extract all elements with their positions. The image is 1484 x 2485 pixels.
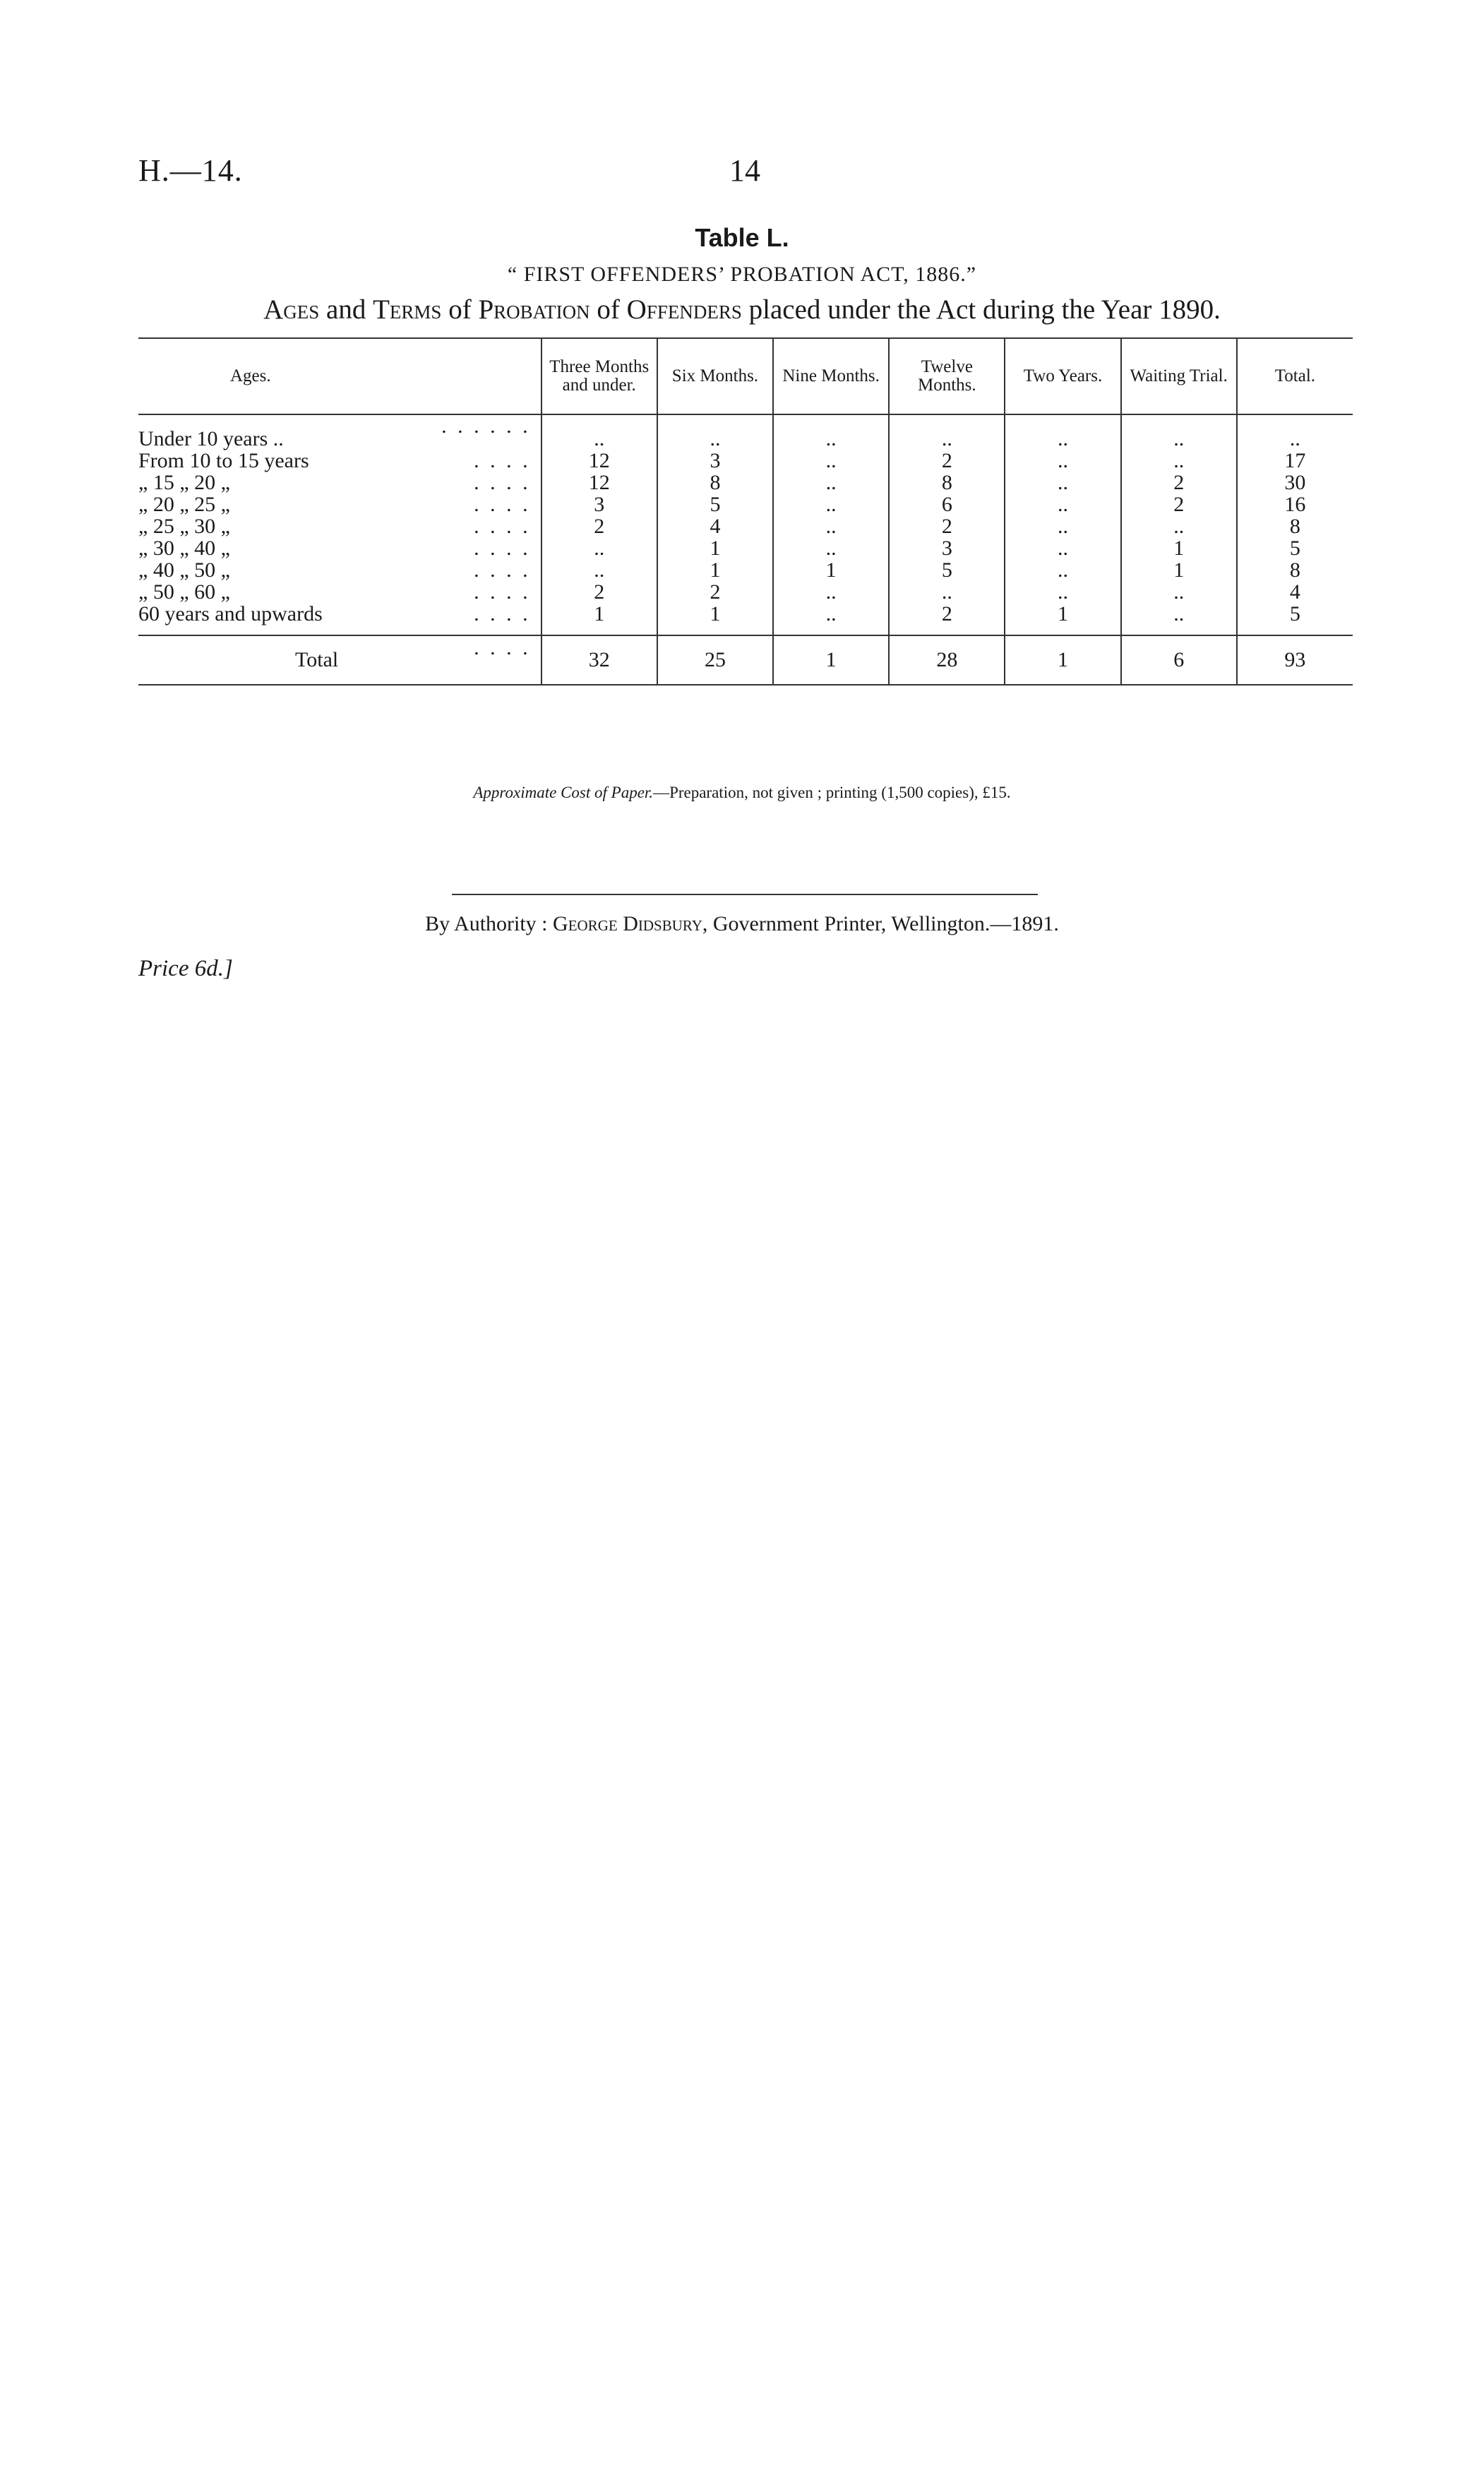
total-label: Total — [295, 648, 339, 671]
table-cell: 2 — [657, 581, 773, 603]
table-cell: .. — [1121, 603, 1237, 635]
age-group-cell — [138, 537, 541, 559]
total-cell: 93 — [1237, 635, 1353, 685]
table-cell: 2 — [541, 515, 657, 537]
table-row — [138, 603, 1353, 635]
age-group-label: „ 20 „ 25 „ — [138, 493, 230, 516]
table-cell: 1 — [1005, 603, 1120, 635]
table-cell: .. — [773, 472, 889, 493]
table-cell: 2 — [889, 450, 1005, 472]
table-cell: .. — [541, 537, 657, 559]
table-cell: .. — [773, 603, 889, 635]
table-cell: .. — [1005, 450, 1120, 472]
table-cell: 3 — [657, 450, 773, 472]
column-header: Waiting Trial. — [1121, 338, 1237, 414]
leader-dots: . . . . — [474, 602, 531, 625]
leader-dots: . . . . — [474, 580, 531, 604]
table-cell: 16 — [1237, 493, 1353, 515]
age-group-cell — [138, 493, 541, 515]
table-body — [138, 414, 1353, 635]
age-group-cell — [138, 414, 541, 450]
age-group-label: „ 30 „ 40 „ — [138, 537, 230, 560]
table-row — [138, 414, 1353, 450]
table-cell: 4 — [1237, 581, 1353, 603]
total-label-cell — [138, 635, 541, 685]
table-cell: 4 — [657, 515, 773, 537]
leader-dots: . . . . — [474, 493, 531, 516]
column-header: Two Years. — [1005, 338, 1120, 414]
total-cell: 32 — [541, 635, 657, 685]
table-row — [138, 472, 1353, 493]
table-row — [138, 450, 1353, 472]
column-header: Three Months and under. — [541, 338, 657, 414]
table-cell: 2 — [541, 581, 657, 603]
table-cell: 5 — [1237, 537, 1353, 559]
table-cell: .. — [773, 493, 889, 515]
table-cell: 3 — [889, 537, 1005, 559]
table-cell: 2 — [1121, 472, 1237, 493]
caption-terms: Terms — [373, 294, 442, 325]
leader-dots: . . . . — [474, 449, 531, 472]
table-row — [138, 493, 1353, 515]
age-group-label: Under 10 years .. — [138, 427, 284, 450]
age-group-label: „ 25 „ 30 „ — [138, 515, 230, 538]
table-cell: 2 — [1121, 493, 1237, 515]
cost-note-label: Approximate Cost of Paper. — [473, 784, 654, 801]
total-row — [138, 635, 1353, 685]
age-group-cell — [138, 515, 541, 537]
column-header: Twelve Months. — [889, 338, 1005, 414]
probation-table — [138, 337, 1353, 685]
header-row — [138, 338, 1353, 414]
leader-dots: . . . . . . — [441, 414, 531, 438]
table-cell: 12 — [541, 472, 657, 493]
leader-dots: . . . . — [474, 558, 531, 582]
total-cell: 1 — [773, 635, 889, 685]
caption-text-3: of — [590, 294, 627, 325]
column-header: Ages. — [230, 366, 271, 385]
table-cell: 1 — [657, 537, 773, 559]
table-title: Table L. — [695, 223, 789, 252]
table-cell: .. — [1005, 414, 1120, 450]
caption-text-1: and — [319, 294, 373, 325]
table-cell: .. — [773, 581, 889, 603]
table-cell: 8 — [1237, 559, 1353, 581]
table-cell: 5 — [889, 559, 1005, 581]
table-cell: .. — [1005, 515, 1120, 537]
table-cell: .. — [541, 414, 657, 450]
age-group-cell — [138, 581, 541, 603]
table-cell: .. — [1005, 493, 1120, 515]
table-cell: .. — [889, 581, 1005, 603]
table-cell: .. — [773, 537, 889, 559]
total-cell: 1 — [1005, 635, 1120, 685]
caption-text-4: placed under the Act during the Year 1890. — [741, 294, 1221, 325]
divider-rule — [452, 894, 1038, 895]
table-cell: .. — [773, 515, 889, 537]
table-cell: .. — [1005, 537, 1120, 559]
table-cell: 6 — [889, 493, 1005, 515]
table-cell: 1 — [1121, 537, 1237, 559]
table-cell: .. — [657, 414, 773, 450]
caption-probation: Probation — [478, 294, 590, 325]
age-group-label: „ 50 „ 60 „ — [138, 580, 230, 604]
leader-dots: . . . . — [474, 636, 531, 659]
table-cell: .. — [1005, 581, 1120, 603]
table-cell: 1 — [1121, 559, 1237, 581]
cost-note-text: —Preparation, not given ; printing (1,500 copies), £15. — [653, 784, 1011, 801]
total-cell: 6 — [1121, 635, 1237, 685]
caption-ages: Ages — [263, 294, 320, 325]
act-title: “ FIRST OFFENDERS’ PROBATION ACT, 1886.” — [507, 263, 977, 286]
table-cell: 17 — [1237, 450, 1353, 472]
page-number: 14 — [729, 153, 760, 188]
table-cell: 8 — [889, 472, 1005, 493]
table-footer — [138, 635, 1353, 685]
table-cell: 2 — [889, 515, 1005, 537]
column-header: Six Months. — [657, 338, 773, 414]
total-cell: 25 — [657, 635, 773, 685]
caption-text-2: of — [441, 294, 479, 325]
table-cell: 1 — [541, 603, 657, 635]
table-cell: .. — [1005, 559, 1120, 581]
age-group-cell — [138, 450, 541, 472]
printer-name: George Didsbury — [553, 912, 702, 935]
table-cell: .. — [1237, 414, 1353, 450]
table-cell: .. — [1121, 581, 1237, 603]
printer-authority — [0, 912, 1484, 936]
age-group-label: 60 years and upwards — [138, 602, 323, 625]
age-group-label: „ 40 „ 50 „ — [138, 558, 230, 582]
leader-dots: . . . . — [474, 515, 531, 538]
table-cell: 5 — [1237, 603, 1353, 635]
table-cell: 30 — [1237, 472, 1353, 493]
leader-dots: . . . . — [474, 537, 531, 560]
price: Price 6d.] — [138, 956, 233, 981]
table-cell: 3 — [541, 493, 657, 515]
column-header: Nine Months. — [773, 338, 889, 414]
caption-offenders: Offenders — [626, 294, 742, 325]
table-cell: .. — [773, 450, 889, 472]
table-cell: 8 — [1237, 515, 1353, 537]
age-group-label: „ 15 „ 20 „ — [138, 471, 230, 494]
table-header — [138, 338, 1353, 414]
table-caption — [0, 294, 1484, 325]
table-row — [138, 581, 1353, 603]
table-cell: .. — [889, 414, 1005, 450]
leader-dots: . . . . — [474, 471, 531, 494]
table-cell: .. — [1005, 472, 1120, 493]
table-cell: .. — [541, 559, 657, 581]
table-cell: .. — [1121, 450, 1237, 472]
table-cell: 1 — [773, 559, 889, 581]
total-cell: 28 — [889, 635, 1005, 685]
document-reference: H.—14. — [138, 153, 243, 188]
table-cell: .. — [1121, 515, 1237, 537]
table-cell: 1 — [657, 559, 773, 581]
age-group-label: From 10 to 15 years — [138, 449, 309, 472]
table-cell: 5 — [657, 493, 773, 515]
age-group-cell — [138, 472, 541, 493]
cost-note — [0, 784, 1484, 802]
table-row — [138, 515, 1353, 537]
table-cell: .. — [1121, 414, 1237, 450]
age-group-cell — [138, 603, 541, 635]
table-cell: 8 — [657, 472, 773, 493]
column-header: Total. — [1237, 338, 1353, 414]
table-cell: .. — [773, 414, 889, 450]
age-group-cell — [138, 559, 541, 581]
table-cell: 12 — [541, 450, 657, 472]
authority-prefix: By Authority : — [425, 912, 553, 935]
table-row — [138, 537, 1353, 559]
table-cell: 1 — [657, 603, 773, 635]
authority-suffix: , Government Printer, Wellington.—1891. — [702, 912, 1059, 935]
table-cell: 2 — [889, 603, 1005, 635]
table-row — [138, 559, 1353, 581]
